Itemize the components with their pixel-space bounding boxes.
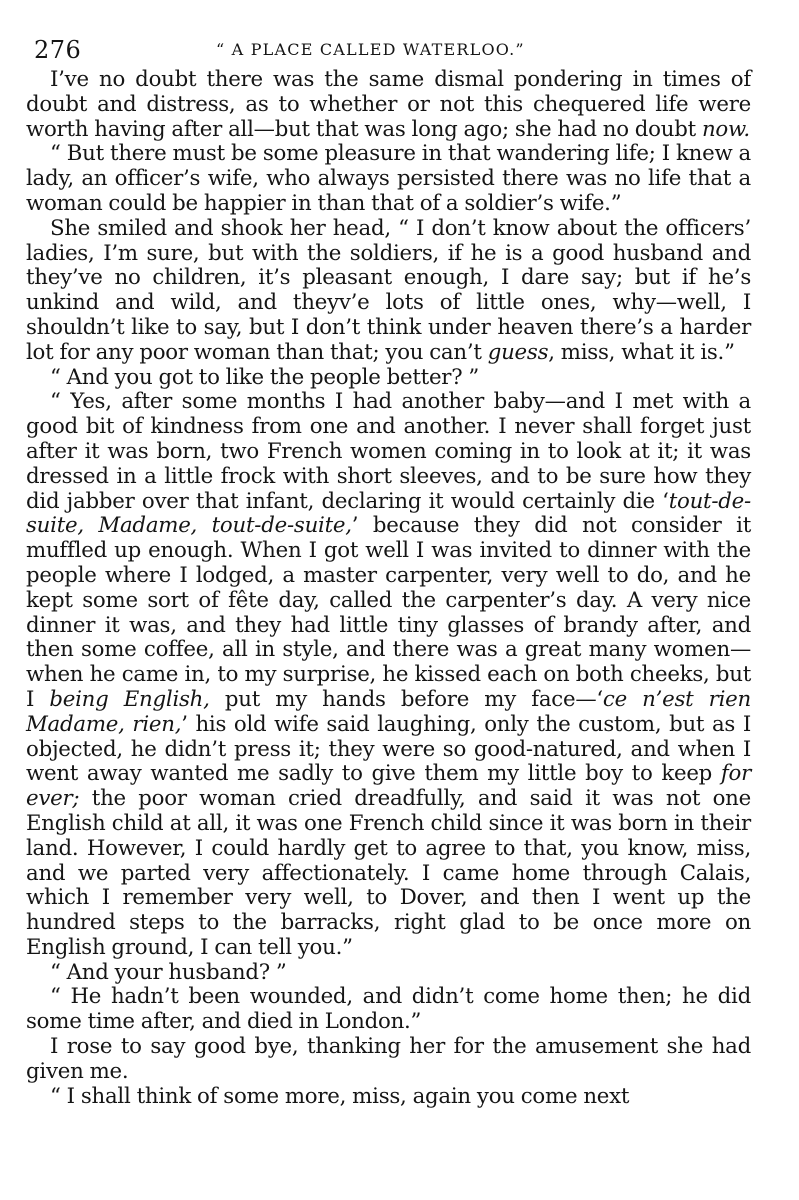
paragraph: She smiled and shook her head, “ I don’t know about the officers’ ladies, I’m sure, but with the soldiers, if he is a good husband and they’ve no children, it’s pleasant enough, I dare say; but if he’s unkind and wild, and theyv’e lots of little ones, why—well, I shouldn’t like to say, but I don’t think under heaven there’s a harder lot for any poor woman than that; you can’t guess, miss, what it is.” bbox=[26, 215, 751, 365]
paragraph: “ And you got to like the people better? ” bbox=[50, 364, 480, 390]
page-header bbox=[26, 32, 751, 68]
paragraph: “ And your husband? ” bbox=[50, 959, 287, 985]
paragraph: “ I shall think of some more, miss, again you come next bbox=[50, 1083, 630, 1109]
running-title: “ A PLACE CALLED WATERLOO.” bbox=[216, 40, 525, 59]
body-text bbox=[26, 68, 751, 1109]
paragraph: “ Yes, after some months I had another baby—and I met with a good bit of kindness from one and another. I never shall forget just after it was born, two French women coming in to look at it; it was dressed in a little frock with short sleeves, and to be sure how they did jabber over that infant, declaring it would certainly die ‘tout-de-suite, Madame, tout-de-suite,’ because they did not consider it muffled up enough. When I got well I was invited to dinner with the people where I lodged, a master carpenter, very well to do, and he kept some sort of fête day, called the carpenter’s day. A very nice dinner it was, and they had little tiny glasses of brandy after, and then some coffee, all in style, and there was a great many women—when he came in, to my surprise, he kissed each on both cheeks, but I being English, put my hands before my face—‘ce n’est rien Madame, rien,’ his old wife said laughing, only the custom, but as I objected, he didn’t press it; they were so good-natured, and when I went away wanted me sadly to give them my little boy to keep for ever; the poor woman cried dreadfully, and said it was not one English child at all, it was one French child since it was born in their land. However, I could hardly get to agree to that, you know, miss, and we parted very affectionately. I came home through Calais, which I remember very well, to Dover, and then I went up the hundred steps to the barracks, right glad to be once more on English ground, I can tell you.” bbox=[26, 389, 751, 960]
paragraph: I’ve no doubt there was the same dismal pondering in times of doubt and distress, as to whether or not this chequered life were worth having after all—but that was long ago; she had no doubt now. bbox=[26, 67, 751, 142]
paragraph: “ He hadn’t been wounded, and didn’t come home then; he did some time after, and died in London.” bbox=[26, 984, 751, 1035]
paragraph: “ But there must be some pleasure in that wandering life; I knew a lady, an officer’s wife, who always persisted there was no life that a woman could be happier in than that of a soldier’s wife.” bbox=[26, 141, 751, 216]
book-page bbox=[26, 32, 751, 1109]
page-number: 276 bbox=[34, 36, 82, 64]
paragraph: I rose to say good bye, thanking her for the amusement she had given me. bbox=[26, 1034, 751, 1084]
